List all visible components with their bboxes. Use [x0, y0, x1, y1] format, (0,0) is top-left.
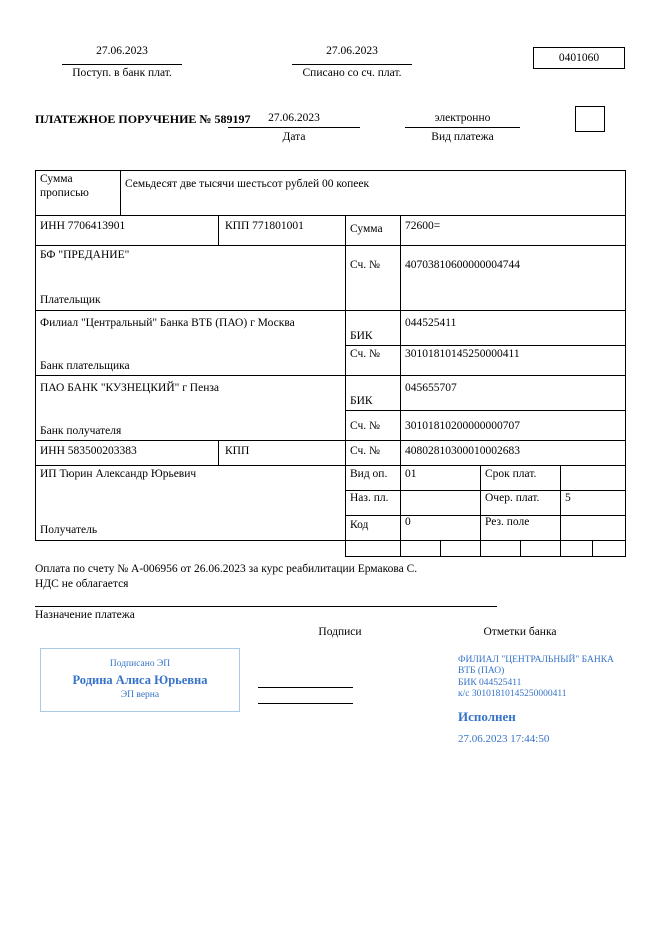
payee-bank-account-label: Сч. № — [350, 420, 381, 432]
debited-date-label: Списано со сч. плат. — [302, 67, 402, 79]
received-date-label: Поступ. в банк плат. — [72, 67, 172, 79]
payment-kind-value: электронно — [434, 112, 491, 124]
grid-line-h — [345, 490, 626, 491]
form-code-box: 0401060 — [533, 47, 625, 69]
purpose-label: Назначение платежа — [35, 609, 135, 621]
signature-line — [258, 687, 353, 688]
grid-line-h — [345, 410, 626, 411]
grid-line-h — [345, 345, 626, 346]
reserve-field-label: Рез. поле — [485, 516, 530, 528]
signature-line — [258, 703, 353, 704]
grid-line-h — [35, 170, 626, 171]
document-date-label: Дата — [282, 131, 306, 143]
payer-bank-account-value: 30101810145250000411 — [405, 348, 520, 360]
payee-bank-label: Банк получателя — [40, 425, 122, 437]
payer-label: Плательщик — [40, 294, 101, 306]
grid-line-v — [440, 540, 441, 556]
amount-label: Сумма — [350, 223, 383, 235]
payee-inn: ИНН 583500203383 — [40, 445, 137, 457]
payer-bank-bik-value: 044525411 — [405, 317, 457, 329]
payment-kind-underline — [405, 127, 520, 128]
document-date-underline — [228, 127, 360, 128]
purpose-underline — [35, 606, 497, 607]
op-kind-label: Вид оп. — [350, 468, 388, 480]
received-date-underline — [62, 64, 182, 65]
grid-line-h — [35, 310, 626, 311]
op-kind-value: 01 — [405, 468, 417, 480]
amount-words-value: Семьдесят две тысячи шестьсот рублей 00 копеек — [125, 178, 370, 190]
grid-line-h — [35, 245, 626, 246]
grid-line-v — [345, 215, 346, 556]
payee-account-label: Сч. № — [350, 445, 381, 457]
grid-line-h — [35, 465, 626, 466]
signer-name: Родина Алиса Юрьевна — [72, 672, 208, 687]
payee-name: ИП Тюрин Александр Юрьевич — [40, 468, 197, 480]
code-value: 0 — [405, 516, 411, 528]
payee-kpp-label: КПП — [225, 445, 250, 457]
bank-stamp-bank-name: ФИЛИАЛ "ЦЕНТРАЛЬНЫЙ" БАНКА ВТБ (ПАО) — [458, 655, 614, 677]
amount-value: 72600= — [405, 220, 441, 232]
bank-stamp-bik: БИК 044525411 — [458, 677, 522, 688]
grid-line-h — [35, 540, 626, 541]
document-date-value: 27.06.2023 — [268, 112, 320, 124]
signatures-label: Подписи — [318, 626, 362, 638]
grid-line-h — [35, 375, 626, 376]
purpose-code-label: Наз. пл. — [350, 492, 389, 504]
grid-line-v — [218, 440, 219, 465]
payee-account-value: 40802810300010002683 — [405, 445, 520, 457]
payee-bank-name: ПАО БАНК "КУЗНЕЦКИЙ" г Пенза — [40, 382, 219, 394]
priority-label: Очер. плат. — [485, 492, 540, 504]
payer-bank-name: Филиал "Центральный" Банка ВТБ (ПАО) г Москва — [40, 317, 295, 329]
pay-term-label: Срок плат. — [485, 468, 537, 480]
priority-value: 5 — [565, 492, 571, 504]
grid-line-v — [625, 170, 626, 557]
grid-line-v — [120, 170, 121, 215]
grid-line-v — [560, 465, 561, 556]
signature-stamp-header: Подписано ЭП — [109, 659, 171, 670]
grid-line-v — [592, 540, 593, 556]
bank-stamp — [458, 655, 626, 746]
signature-stamp-footer: ЭП верна — [120, 689, 160, 700]
payee-bank-account-value: 30101810200000000707 — [405, 420, 520, 432]
grid-line-v — [520, 540, 521, 556]
code-label: Код — [350, 519, 369, 531]
grid-line-v — [480, 465, 481, 556]
status-code-box — [575, 106, 605, 132]
payee-bank-bik-value: 045655707 — [405, 382, 457, 394]
payer-name: БФ "ПРЕДАНИЕ" — [40, 249, 130, 261]
grid-line-h — [345, 556, 626, 557]
payer-account-label: Сч. № — [350, 259, 381, 271]
document-title: ПЛАТЕЖНОЕ ПОРУЧЕНИЕ № 589197 — [35, 112, 251, 126]
debited-date-value: 27.06.2023 — [326, 45, 378, 57]
grid-line-v — [35, 170, 36, 541]
received-date-value: 27.06.2023 — [96, 45, 148, 57]
bank-stamp-corr-account: к/с 30101810145250000411 — [458, 689, 567, 700]
payer-kpp: КПП 771801001 — [225, 220, 304, 232]
grid-line-h — [35, 215, 626, 216]
debited-date-underline — [292, 64, 412, 65]
signature-stamp — [40, 648, 240, 712]
grid-line-v — [218, 215, 219, 245]
bank-marks-label: Отметки банка — [483, 626, 557, 638]
payer-bank-label: Банк плательщика — [40, 360, 130, 372]
amount-words-label: Сумма прописью — [40, 173, 89, 199]
bank-stamp-status: Исполнен — [458, 708, 516, 724]
payer-inn: ИНН 7706413901 — [40, 220, 126, 232]
payer-bank-account-label: Сч. № — [350, 348, 381, 360]
payment-kind-label: Вид платежа — [431, 131, 494, 143]
payee-label: Получатель — [40, 524, 98, 536]
payer-account-value: 40703810600000004744 — [405, 259, 520, 271]
bank-stamp-datetime: 27.06.2023 17:44:50 — [458, 733, 550, 746]
payee-bank-bik-label: БИК — [350, 395, 373, 407]
purpose-text-line2: НДС не облагается — [35, 578, 129, 590]
grid-line-v — [400, 215, 401, 556]
payer-bank-bik-label: БИК — [350, 330, 373, 342]
grid-line-h — [35, 440, 626, 441]
purpose-text-line1: Оплата по счету № А-006956 от 26.06.2023 за курс реабилитации Ермакова С. — [35, 563, 418, 575]
